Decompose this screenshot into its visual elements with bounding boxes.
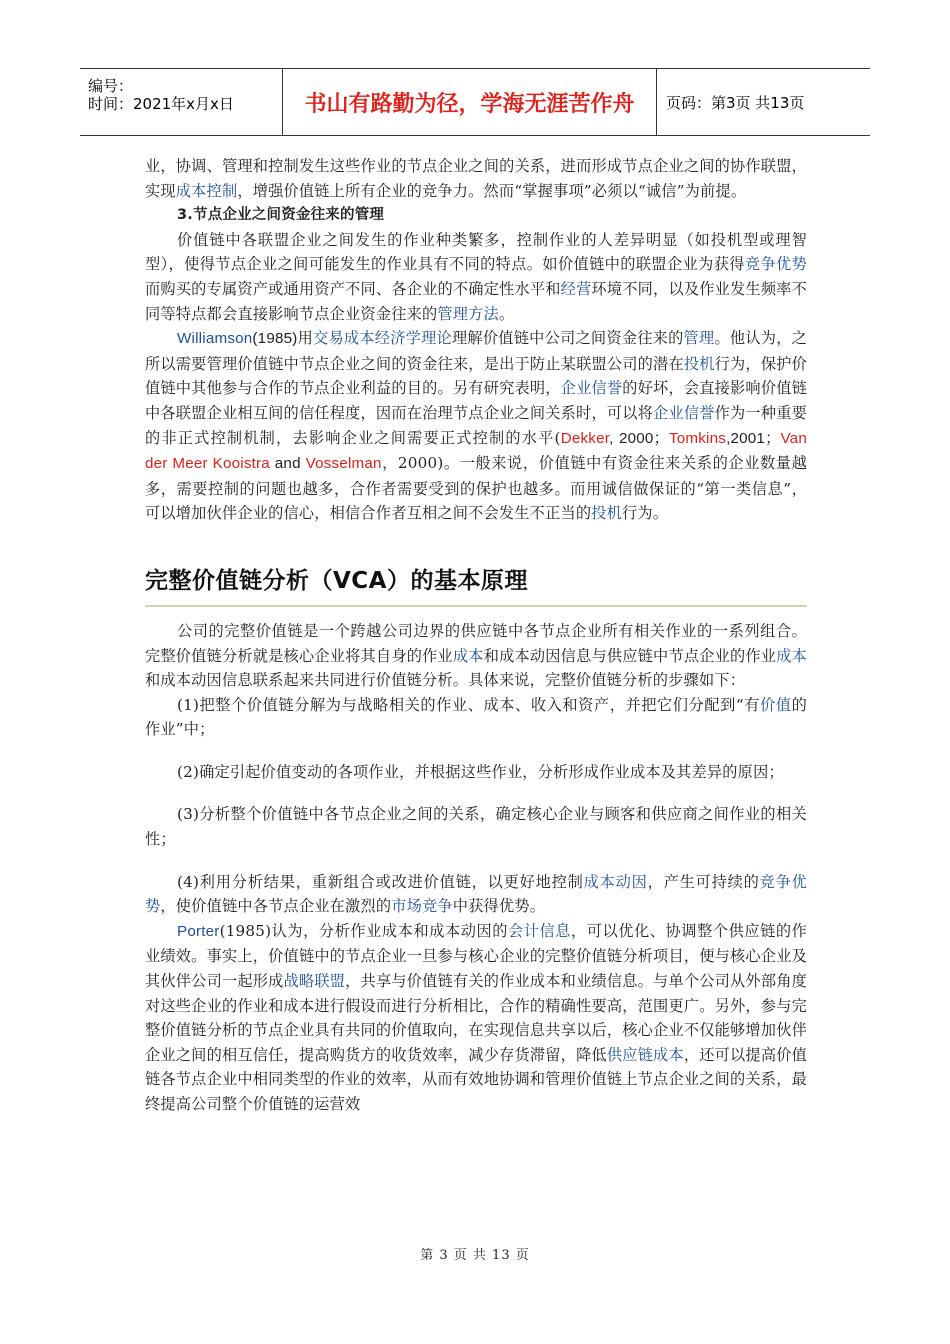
link-speculation[interactable]: 投机 (591, 504, 623, 523)
step-1: (1)把整个价值链分解为与战略相关的作业、成本、收入和资产，并把它们分配到“有价值的作业”中； (145, 695, 808, 739)
link-transaction-cost-theory[interactable]: 交易成本经济学理论 (313, 329, 452, 348)
page-footer: 第 3 页 共 13 页 (420, 1248, 530, 1263)
paragraph: 价值链中各联盟企业之间发生的作业种类繁多，控制作业的人差异明显（如投机型或理智型），使得节点企业之间可能发生的作业具有不同的特点。如价值链中的联盟企业为获得竞争优势而购买的专属资产或通用资产不同、各企业的不确定性水平和经营环境不同，以及作业发生频率不同等特点都会直接影响节点企业资金往来的管理方法。 (145, 230, 807, 323)
section-title: 完整价值链分析（VCA）的基本原理 (145, 567, 528, 594)
paragraph: Porter(1985)认为，分析作业成本和成本动因的会计信息，可以优化、协调整个供应链的作业绩效。事实上，价值链中的节点企业一旦参与核心企业的完整价值链分析项目，便与核心企业及其伙伴公司一起形成战略联盟，共享与价值链有关的作业成本和业绩信息。与单个公司从外部角度对这些企业的作业和成本进行假设而进行分析相比，合作的精确性要高，范围更广。另外，参与完整价值链分析的节点企业具有共同的价值取向，在实现信息共享以后，核心企业不仅能够增加伙伴企业之间的相互信任，提高购货方的收货效率，减少存货滞留，降低供应链成本，还可以提高价值链各节点企业中相同类型的作业的效率，从而有效地协调和管理价值链上节点企业之间的关系，最终提高公司整个价值链的运营效 (145, 921, 807, 1113)
link-operation[interactable]: 经营 (560, 279, 592, 298)
page-label-text: 页码：第3页 共13页 (666, 93, 805, 112)
page-header (80, 68, 870, 136)
section-divider (145, 605, 807, 607)
link-corporate-reputation[interactable]: 企业信誉 (560, 379, 623, 398)
ref-tomkins: Tomkins (668, 429, 727, 447)
link-value[interactable]: 价值 (760, 695, 792, 714)
link-speculation[interactable]: 投机 (683, 354, 715, 373)
link-market-competition[interactable]: 市场竞争 (391, 897, 453, 916)
link-cost-driver[interactable]: 成本动因 (583, 872, 648, 891)
header-page-label (666, 69, 870, 135)
ref-vosselman: Vosselman (305, 455, 382, 473)
link-competitive-advantage[interactable]: 竞争优势 (145, 872, 807, 916)
document-body (145, 154, 807, 1117)
link-management-method[interactable]: 管理方法 (437, 304, 499, 323)
link-corporate-reputation[interactable]: 企业信誉 (653, 403, 715, 422)
link-strategic-alliance[interactable]: 战略联盟 (283, 972, 346, 991)
paragraph: 公司的完整价值链是一个跨越公司边界的供应链中各节点企业所有相关作业的一系列组合。完整价值链分析就是核心企业将其自身的作业成本和成本动因信息与供应链中节点企业的作业成本和成本动因信息联系起来共同进行价值链分析。具体来说，完整价值链分析的步骤如下： (145, 621, 808, 690)
link-cost[interactable]: 成本 (452, 646, 484, 665)
link-cost[interactable]: 成本 (776, 646, 808, 665)
ref-dekker: Dekker (560, 429, 610, 447)
link-management[interactable]: 管理 (683, 329, 715, 348)
link-supply-chain-cost[interactable]: 供应链成本 (606, 1045, 684, 1064)
link-accounting-information[interactable]: 会计信息 (507, 921, 572, 940)
link-williamson[interactable]: Williamson (177, 330, 253, 348)
link-cost-control[interactable]: 成本控制 (175, 181, 238, 200)
header-meta (80, 69, 283, 135)
link-porter[interactable]: Porter (177, 922, 220, 940)
number-label: 编号： (88, 77, 134, 95)
step-3: (3)分析整个价值链中各节点企业之间的关系，确定核心企业与顾客和供应商之间作业的相关性； (145, 805, 807, 849)
link-competitive-advantage[interactable]: 竞争优势 (744, 255, 807, 274)
ref-van-der-meer-kooistra: Van der Meer Kooistra (145, 429, 807, 473)
date-label: 时间：2021年x月x日 (88, 95, 234, 113)
step-4: (4)利用分析结果，重新组合或改进价值链，以更好地控制成本动因，产生可持续的竞争优势，使价值链中各节点企业在激烈的市场竞争中获得优势。 (145, 872, 807, 916)
header-motto: 书山有路勤为径，学海无涯苦作舟 (283, 69, 657, 135)
subheading-3: 3.节点企业之间资金往来的管理 (177, 207, 385, 224)
paragraph: 业，协调、管理和控制发生这些作业的节点企业之间的关系，进而形成节点企业之间的协作联盟，实现成本控制，增强价值链上所有企业的竞争力。然而“掌握事项”必须以“诚信”为前提。 (145, 157, 807, 200)
step-2: (2)确定引起价值变动的各项作业，并根据这些作业，分析形成作业成本及其差异的原因； (177, 762, 784, 781)
paragraph: Williamson(1985)用交易成本经济学理论理解价值链中公司之间资金往来的管理。他认为，之所以需要管理价值链中节点企业之间的资金往来，是出于防止某联盟公司的潜在投机行为，保护价值链中其他参与合作的节点企业利益的目的。另有研究表明，企业信誉的好坏，会直接影响价值链中各联盟企业相互间的信任程度，因而在治理节点企业之间关系时，可以将企业信誉作为一种重要的非正式控制机制，去影响企业之间需要正式控制的水平(Dekker, 2000；Tomkins,2001；Van der Meer Kooistra and Vosselman，2000)。一般来说，价值链中有资金往来关系的企业数量越多，需要控制的问题也越多，合作者需要受到的保护也越多。而用诚信做保证的“第一类信息”，可以增加伙伴企业的信心，相信合作者互相之间不会发生不正当的投机行为。 (145, 329, 808, 523)
